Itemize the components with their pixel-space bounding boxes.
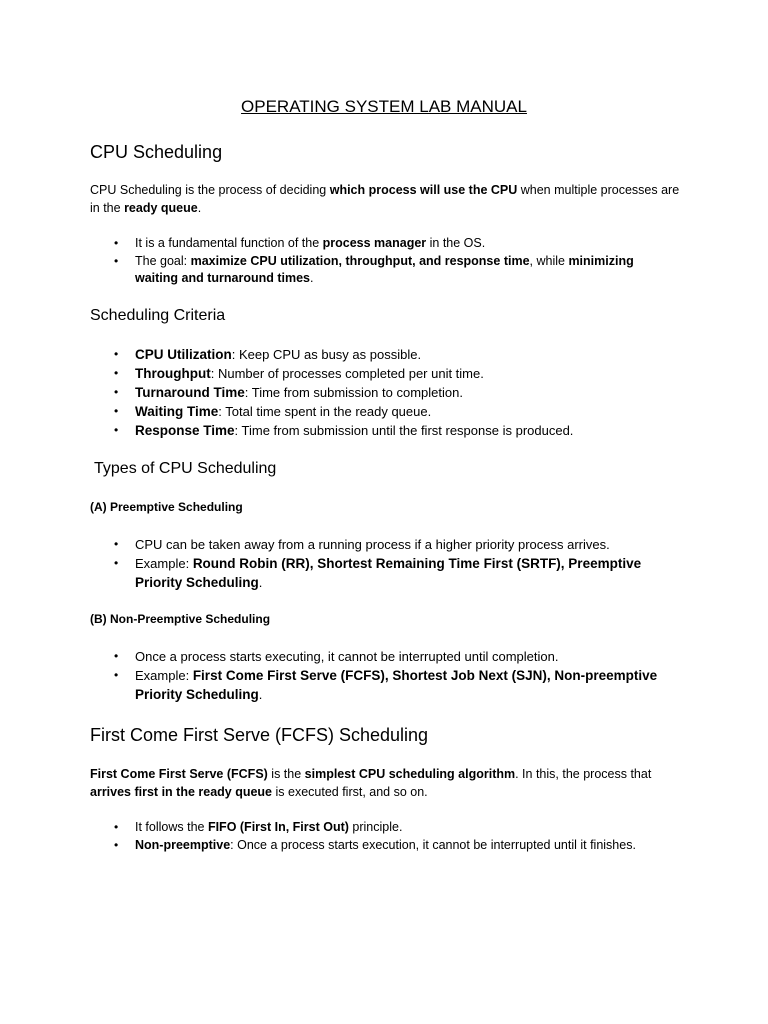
- intro-text: .: [197, 201, 202, 215]
- list-text: , while: [529, 254, 569, 268]
- criteria-term: Turnaround Time: [135, 385, 245, 400]
- list-item: [90, 253, 680, 287]
- list-text: in the OS.: [426, 236, 486, 250]
- bullet-icon: •: [114, 556, 119, 570]
- intro-text: is executed first, and so on.: [272, 785, 428, 799]
- list-item: [90, 421, 680, 440]
- criteria-heading: Scheduling Criteria: [90, 307, 226, 324]
- example-value: First Come First Serve (FCFS), Shortest Job Next (SJN), Non-preemptive Priority Scheduling: [135, 668, 658, 702]
- criteria-desc: : Time from submission to completion.: [244, 385, 463, 400]
- list-item: [90, 235, 680, 252]
- criteria-list: [90, 345, 680, 440]
- intro-text: . In this, the process that: [515, 767, 652, 781]
- types-heading: Types of CPU Scheduling: [94, 460, 277, 477]
- intro-bold: ready queue: [124, 201, 198, 215]
- preemptive-list: [90, 535, 690, 592]
- list-item: [90, 535, 690, 554]
- list-bold: maximize CPU utilization, throughput, and response time: [190, 254, 530, 268]
- intro-bold: arrives first in the ready queue: [90, 785, 273, 799]
- list-text: Once a process starts executing, it cannot be interrupted until completion.: [135, 649, 559, 664]
- list-item: [90, 364, 680, 383]
- bullet-icon: •: [114, 385, 119, 399]
- preemptive-heading: (A) Preemptive Scheduling: [90, 500, 243, 514]
- intro-text: is the: [267, 767, 305, 781]
- bullet-icon: •: [114, 668, 119, 682]
- bullet-icon: •: [114, 537, 119, 551]
- bullet-icon: •: [114, 838, 119, 852]
- list-bold: minimizing waiting and turnaround times: [135, 254, 634, 285]
- list-bold: Non-preemptive: [135, 838, 231, 852]
- list-item: [90, 647, 690, 666]
- bullet-icon: •: [114, 366, 119, 380]
- list-item: [90, 383, 680, 402]
- cpu-scheduling-intro: [90, 181, 680, 217]
- criteria-term: Waiting Time: [135, 404, 219, 419]
- fcfs-heading: First Come First Serve (FCFS) Scheduling: [90, 725, 429, 745]
- bullet-icon: •: [114, 347, 119, 361]
- nonpreemptive-list: [90, 647, 690, 704]
- criteria-desc: : Total time spent in the ready queue.: [218, 404, 432, 419]
- list-text: .: [310, 271, 314, 285]
- intro-text: when multiple processes are in the: [90, 183, 680, 215]
- criteria-desc: : Number of processes completed per unit time.: [210, 366, 484, 381]
- bullet-icon: •: [114, 404, 119, 418]
- list-text: It follows the: [135, 820, 208, 834]
- criteria-desc: : Keep CPU as busy as possible.: [231, 347, 422, 362]
- page-title: OPERATING SYSTEM LAB MANUAL: [241, 97, 527, 116]
- list-item: [90, 345, 680, 364]
- list-text: .: [258, 575, 263, 590]
- bullet-icon: •: [114, 254, 119, 268]
- list-item: [90, 402, 680, 421]
- bullet-icon: •: [114, 820, 119, 834]
- intro-bold: which process will use the CPU: [329, 183, 518, 197]
- list-item: [90, 819, 690, 836]
- example-label: Example:: [135, 556, 193, 571]
- list-bold: FIFO (First In, First Out): [207, 820, 349, 834]
- criteria-term: CPU Utilization: [135, 347, 232, 362]
- fcfs-intro: [90, 765, 680, 801]
- fcfs-bullets: [90, 819, 690, 854]
- example-label: Example:: [135, 668, 193, 683]
- nonpreemptive-heading: (B) Non-Preemptive Scheduling: [90, 612, 271, 626]
- cpu-scheduling-bullets: [90, 235, 680, 287]
- list-text: : Once a process starts execution, it cannot be interrupted until it finishes.: [230, 838, 636, 852]
- intro-bold: simplest CPU scheduling algorithm: [304, 767, 516, 781]
- intro-text: CPU Scheduling is the process of deciding: [90, 183, 330, 197]
- list-text: .: [258, 687, 263, 702]
- list-text: It is a fundamental function of the: [135, 236, 323, 250]
- list-item: [90, 554, 690, 592]
- bullet-icon: •: [114, 649, 119, 663]
- criteria-term: Response Time: [135, 423, 235, 438]
- list-bold: process manager: [322, 236, 427, 250]
- criteria-term: Throughput: [135, 366, 211, 381]
- cpu-scheduling-heading: CPU Scheduling: [90, 142, 223, 162]
- intro-bold: First Come First Serve (FCFS): [90, 767, 268, 781]
- criteria-desc: : Time from submission until the first response is produced.: [234, 423, 574, 438]
- list-text: The goal:: [135, 254, 191, 268]
- list-item: [90, 837, 690, 854]
- list-item: [90, 666, 690, 704]
- example-value: Round Robin (RR), Shortest Remaining Time First (SRTF), Preemptive Priority Scheduling: [135, 556, 642, 590]
- bullet-icon: •: [114, 236, 119, 250]
- list-text: principle.: [348, 820, 403, 834]
- list-text: CPU can be taken away from a running process if a higher priority process arrives.: [135, 537, 610, 552]
- bullet-icon: •: [114, 423, 119, 437]
